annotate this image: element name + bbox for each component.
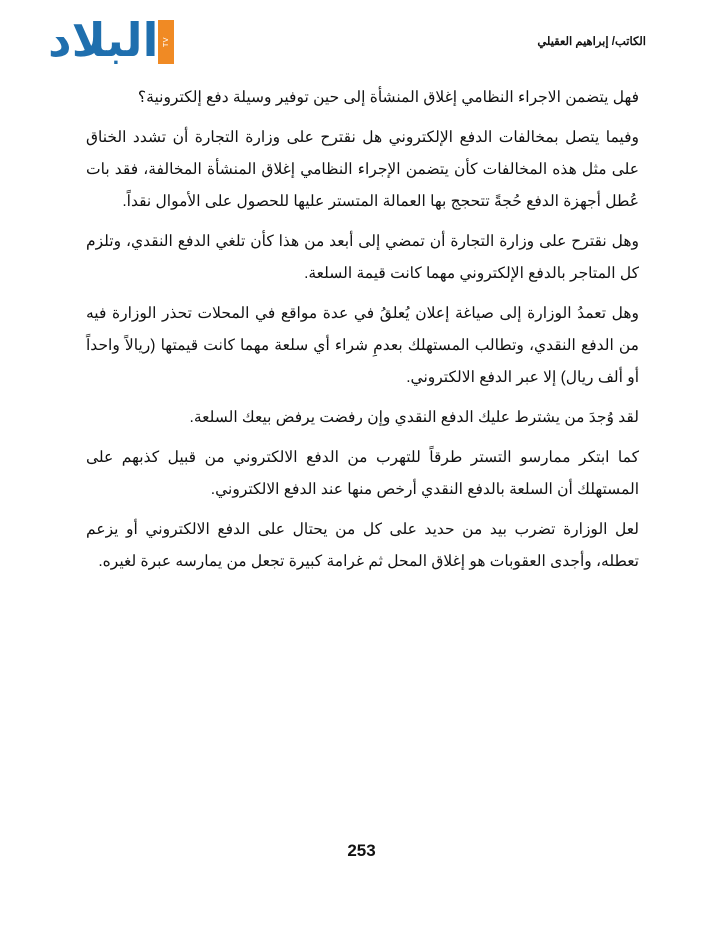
paragraph: فهل يتضمن الاجراء النظامي إغلاق المنشأة إلى حين توفير وسيلة دفع إلكترونية؟ xyxy=(137,89,639,106)
paragraph: وهل نقترح على وزارة التجارة أن تمضي إلى أبعد من هذا كأن تلغي الدفع النقدي، وتلزم كل المتاجر بالدفع الإلكتروني مهما كانت قيمة السلعة. xyxy=(86,233,639,282)
page-number: 253 xyxy=(347,841,376,860)
page-header xyxy=(0,14,723,74)
paragraph: كما ابتكر ممارسو التستر طرقاً للتهرب من الدفع الالكتروني من قبيل كذبهم على المستهلك أن السلعة بالدفع النقدي أرخص منها عند الدفع الالكتروني. xyxy=(86,449,639,498)
paragraph: لقد وُجدَ من يشترط عليك الدفع النقدي وإن رفضت يرفض بيعك السلعة. xyxy=(189,409,639,426)
article-body xyxy=(86,82,639,586)
logo-badge-text: TV xyxy=(162,36,170,48)
paragraph: لعل الوزارة تضرب بيد من حديد على كل من يحتال على الدفع الالكتروني أو يزعم تعطله، وأجدى العقوبات هو إغلاق المحل ثم غرامة كبيرة تجعل من يمارسه عبرة لغيره. xyxy=(86,521,639,570)
author-line: الكاتب/ إبراهيم العقيلي xyxy=(537,36,646,48)
newspaper-logo xyxy=(48,14,176,72)
paragraph: وفيما يتصل بمخالفات الدفع الإلكتروني هل نقترح على وزارة التجارة أن تشدد الخناق على مثل هذه المخالفات كأن يتضمن الإجراء النظامي إغلاق المنشأة المخالفة، فقد بات عُطل أجهزة الدفع حُجةً تتحجج بها العمالة المتستر عليها للحصول على الأموال نقداً. xyxy=(86,129,639,210)
logo-wordmark: البلاد xyxy=(48,13,159,67)
paragraph: وهل تعمدُ الوزارة إلى صياغة إعلان يُعلقُ في عدة مواقع في المحلات تحذر الوزارة فيه من الدفع النقدي، وتطالب المستهلك بعدمِ شراء أي سلعة مهما كانت قيمتها (ريالاً واحداً أو ألف ريال) إلا عبر الدفع الالكتروني. xyxy=(86,305,639,386)
logo-badge xyxy=(158,20,174,64)
